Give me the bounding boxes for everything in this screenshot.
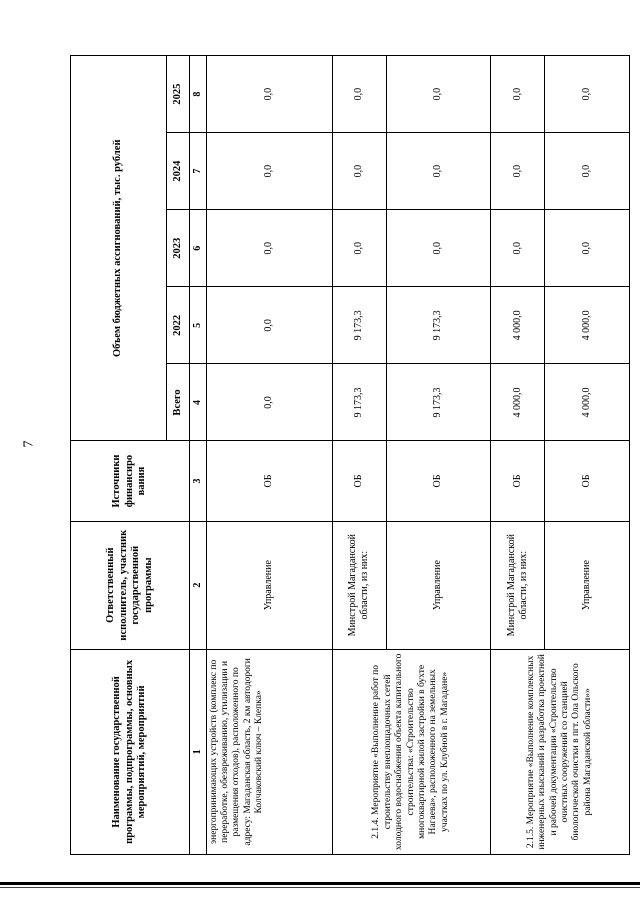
table-row [206, 56, 332, 855]
bottom-divider-thin [0, 887, 640, 888]
row-value: 0,0 [332, 210, 386, 287]
row-value: 9 173,3 [386, 364, 490, 441]
row-name: 2.1.5. Мероприятие «Выполнение комплексных инженерных изысканий и разработка проектной и рабочей документации «Строительство очистных сооружений со станцией биологической очистки в пгт. Ола Ольского района Магаданской области»» [491, 649, 630, 854]
row-value: 0,0 [386, 56, 490, 133]
row-value: 0,0 [491, 56, 545, 133]
row-value: 9 173,3 [386, 287, 490, 364]
row-name: энергопринимающих устройств (комплекс по переработке, обезвреживанию, утилизации и размещения отходов), расположенного по адресу: Магаданская область, 2 км автодороги Колчаковский ключ – Клепка» [206, 649, 332, 854]
page-number: 7 [21, 440, 37, 448]
row-value: 9 173,3 [332, 364, 386, 441]
row-value: 4 000,0 [491, 287, 545, 364]
row-executor: Минстрой Магаданской области, из них: [491, 521, 545, 649]
budget-table [70, 55, 630, 855]
row-source: ОБ [206, 441, 332, 521]
header-col3: Источники финансиро вания [71, 441, 190, 521]
header-col2: Ответственный исполнитель, участник государственной программы [71, 521, 190, 649]
rotated-table-wrapper [70, 55, 630, 855]
row-value: 0,0 [206, 56, 332, 133]
bottom-divider [0, 882, 640, 885]
row-value: 0,0 [545, 210, 630, 287]
row-value: 0,0 [206, 287, 332, 364]
row-executor: Минстрой Магаданской области, из них: [332, 521, 386, 649]
col-number: 3 [190, 441, 206, 521]
row-source: ОБ [545, 441, 630, 521]
header-year-2024: 2024 [166, 133, 190, 210]
row-source: ОБ [386, 441, 490, 521]
row-value: 0,0 [491, 210, 545, 287]
row-source: ОБ [491, 441, 545, 521]
row-executor: Управление [386, 521, 490, 649]
col-number: 4 [190, 364, 206, 441]
col-number: 6 [190, 210, 206, 287]
header-col1: Наименование государственной программы, подпрограммы, основных мероприятий, мероприятий [71, 649, 190, 854]
header-budget-group: Объем бюджетных ассигнований, тыс. рублей [71, 56, 167, 442]
header-year-total: Всего [166, 364, 190, 441]
header-year-2025: 2025 [166, 56, 190, 133]
row-value: 0,0 [386, 133, 490, 210]
row-value: 0,0 [545, 133, 630, 210]
col-number: 2 [190, 521, 206, 649]
row-value: 0,0 [332, 133, 386, 210]
row-executor: Управление [206, 521, 332, 649]
row-value: 4 000,0 [545, 287, 630, 364]
row-value: 4 000,0 [491, 364, 545, 441]
row-value: 0,0 [386, 210, 490, 287]
row-value: 0,0 [206, 210, 332, 287]
row-value: 0,0 [206, 133, 332, 210]
table-row [332, 56, 386, 855]
col-number: 8 [190, 56, 206, 133]
column-number-row [190, 56, 206, 855]
row-value: 0,0 [491, 133, 545, 210]
row-value: 0,0 [332, 56, 386, 133]
row-value: 9 173,3 [332, 287, 386, 364]
row-value: 0,0 [206, 364, 332, 441]
row-value: 0,0 [545, 56, 630, 133]
table-row [491, 56, 545, 855]
row-name: 2.1.4. Мероприятие «Выполнение работ по строительству внеплощадочных сетей холодного водоснабжения объекта капитального строительства: «Строительство многоквартирной жилой застройки в бухте Нагаева», расположенного на земельных участках по ул. Клубной в г. Магадане» [332, 649, 490, 854]
header-year-2022: 2022 [166, 287, 190, 364]
col-number: 5 [190, 287, 206, 364]
row-value: 4 000,0 [545, 364, 630, 441]
col-number: 7 [190, 133, 206, 210]
row-source: ОБ [332, 441, 386, 521]
row-executor: Управление [545, 521, 630, 649]
col-number: 1 [190, 649, 206, 854]
header-year-2023: 2023 [166, 210, 190, 287]
